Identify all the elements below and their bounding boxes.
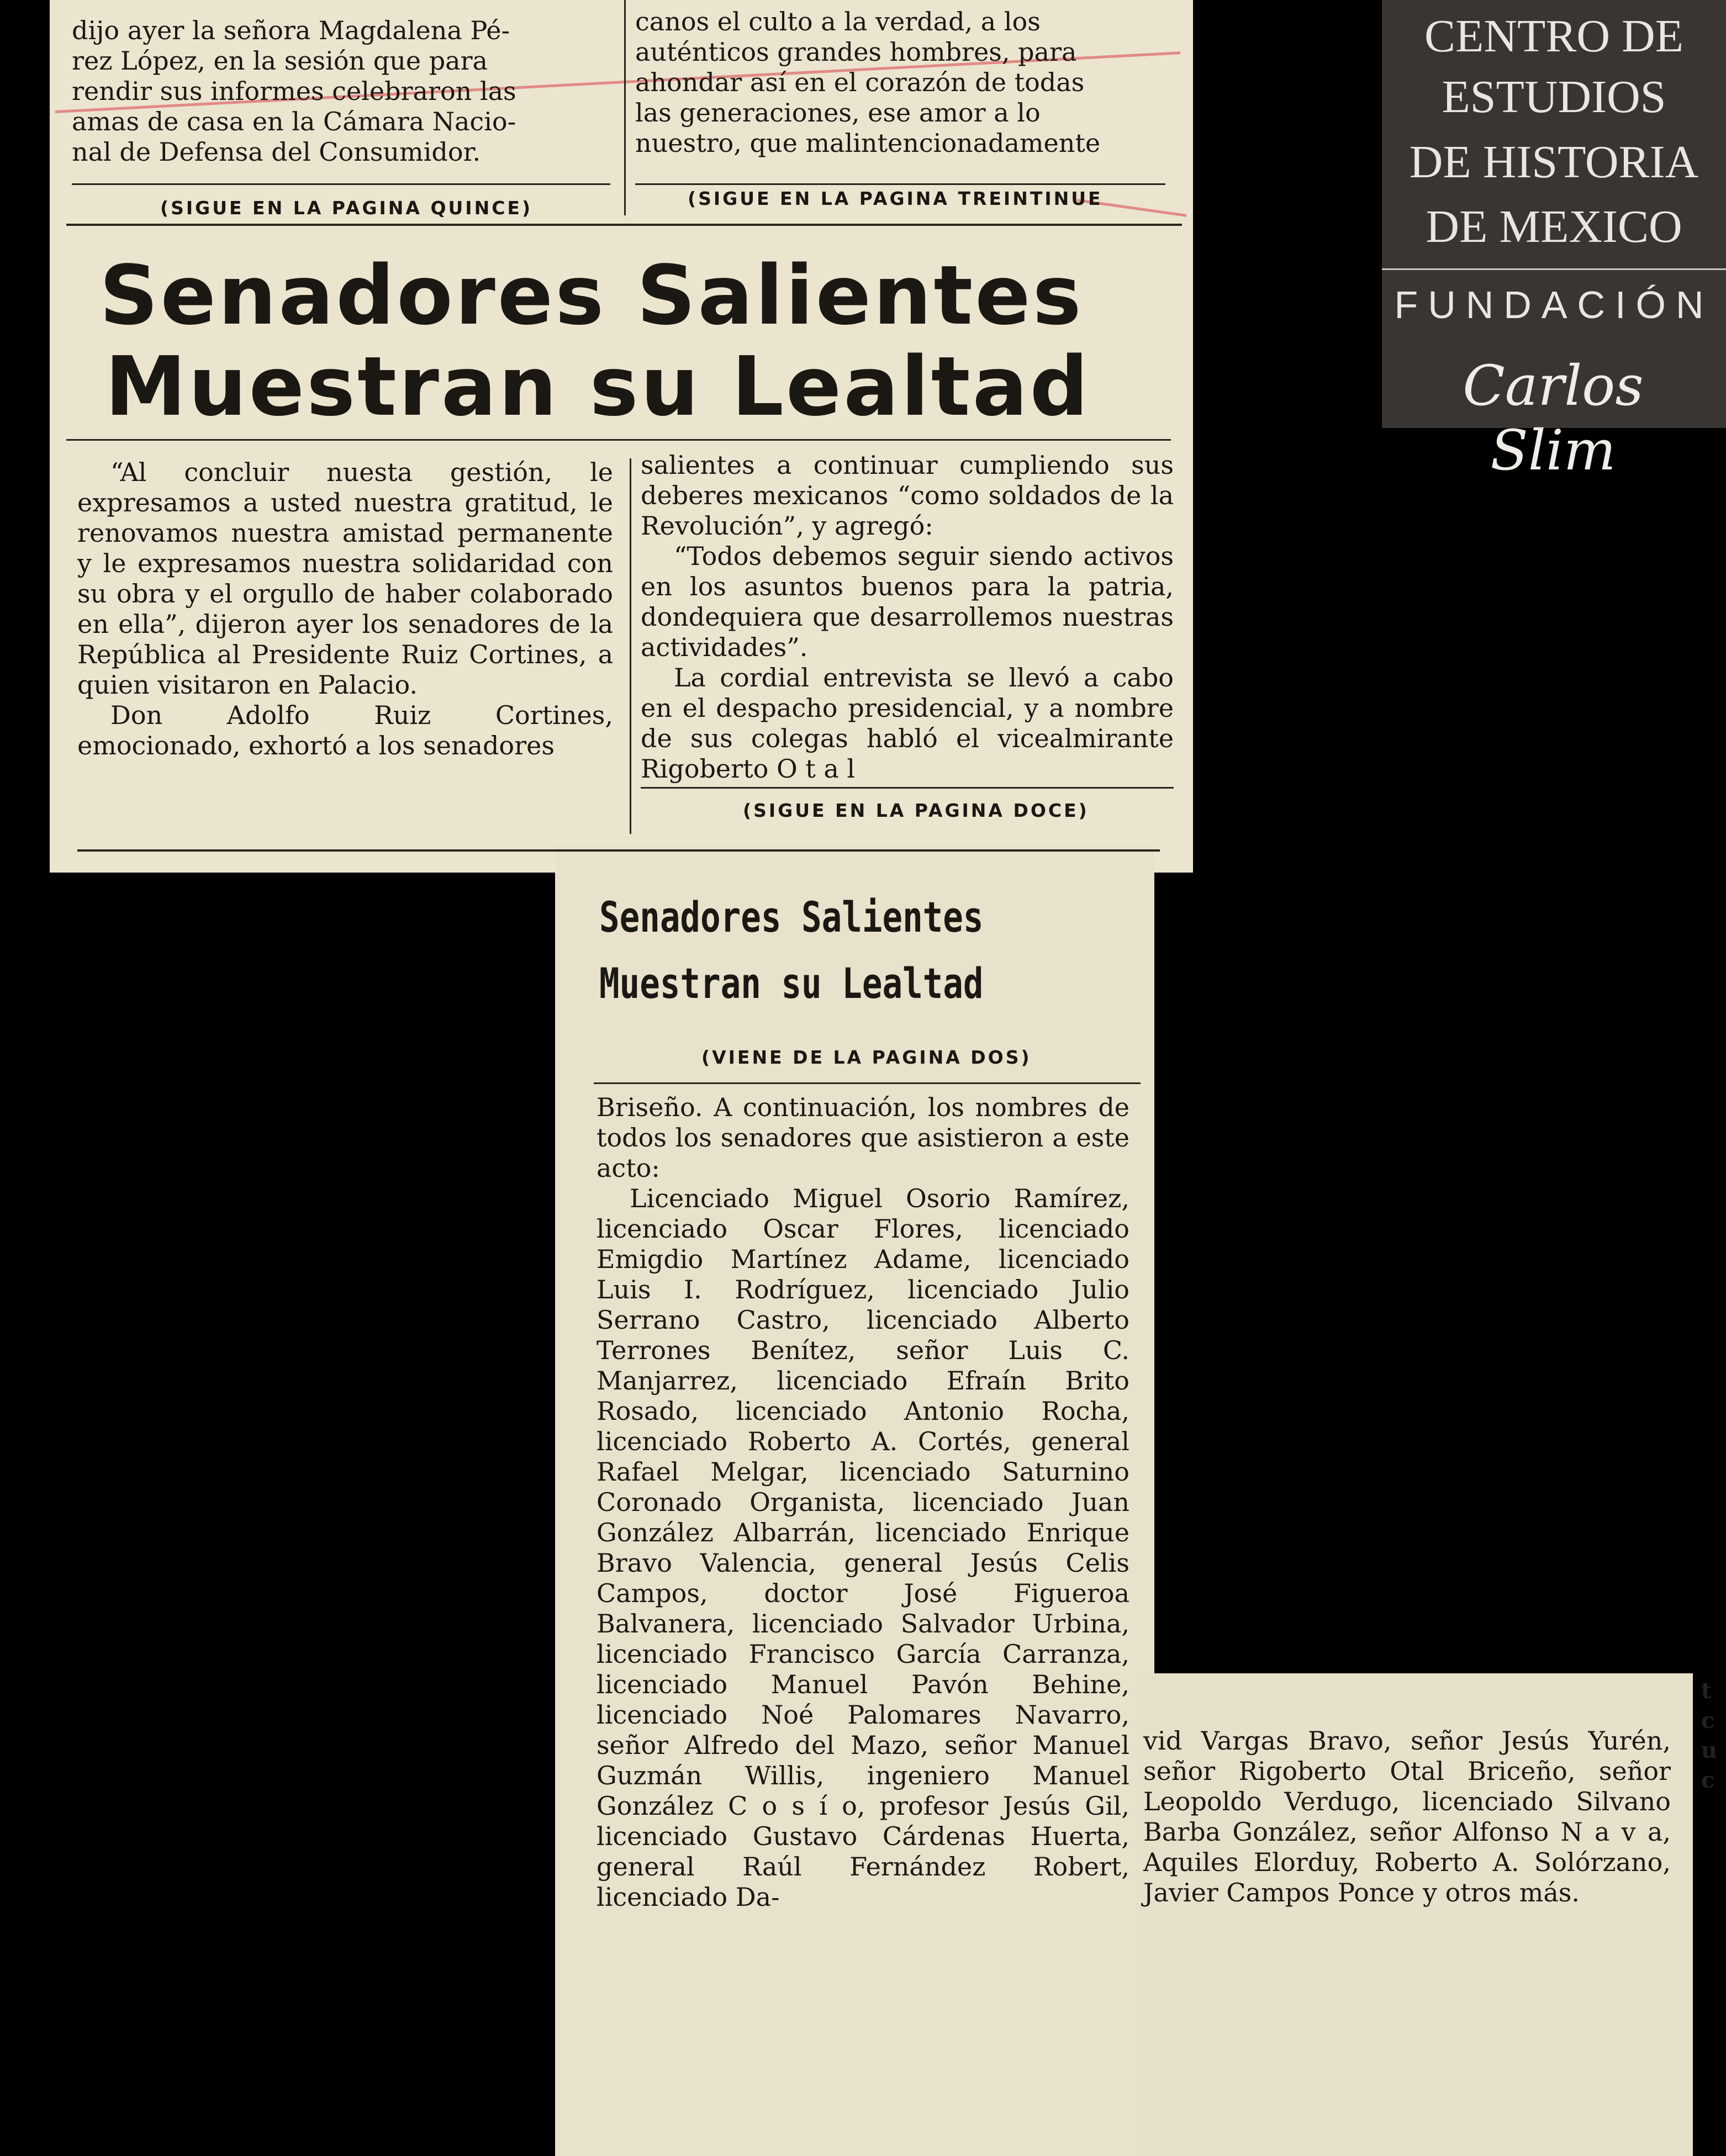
edge-fragment [1701,1676,1717,1795]
paragraph: “Todos debemos seguir siendo activos en los asuntos buenos para la patria, dondequiera que desarrollemos nuestras actividades”. [641,541,1174,662]
text-line: auténticos grandes hombres, para [635,37,1077,67]
continued-note: (SIGUE EN LA PAGINA TREINTINUE [688,188,1103,209]
rule [66,224,1182,226]
rule [77,849,1160,852]
top-left-column [72,15,610,167]
paragraph: salientes a continuar cumpliendo sus deberes mexicanos “como soldados de la Revolución”, y agregó: [641,450,1174,541]
logo-line: ESTUDIOS [1442,71,1666,123]
logo-line: DE HISTORIA [1409,136,1699,188]
column-divider [624,0,626,215]
edge-char: u [1701,1737,1718,1763]
text-line: las generaciones, ese amor a lo [635,98,1041,128]
paragraph: Licenciado Miguel Osorio Ramírez, licenciado Oscar Flores, licenciado Emigdio Martínez Adame, licenciado Luis I. Rodríguez, licenciado Julio Serrano Castro, licenciado Alberto Terrones Benítez, señor Luis C. Manjarrez, licenciado Efraín Brito Rosado, licenciado Antonio Rocha, licenciado Roberto A. Cortés, general Rafael Melgar, licenciado Saturnino Coronado Organista, licenciado Juan González Albarrán, licenciado Enrique Bravo Valencia, general Jesús Celis Campos, doctor José Figueroa Balvanera, licenciado Salvador Urbina, licenciado Francisco García Carranza, licenciado Manuel Pavón Behine, licenciado Noé Palomares Navarro, señor Alfredo del Mazo, señor Manuel Guzmán Willis, ingeniero Manuel González C o s í o, profesor Jesús Gil, licenciado Gustavo Cárdenas Huerta, general Raúl Fernández Robert, licenciado Da- [597,1183,1129,1912]
paragraph: Don Adolfo Ruiz Cortines, emocionado, exhortó a los senadores [77,700,613,760]
edge-char: c [1701,1708,1715,1734]
continuation-main-column [597,1092,1129,1912]
logo-signature: Carlos Slim [1463,353,1644,483]
top-right-column [635,7,1174,158]
column-divider [630,458,631,834]
rule [66,439,1171,441]
text-line: canos el culto a la verdad, a los [635,7,1041,36]
text-line: amas de casa en la Cámara Nacio- [72,107,516,136]
text-line: dijo ayer la señora Magdalena Pé- [72,15,510,45]
rule [72,183,610,185]
edge-char: c [1701,1767,1715,1793]
paragraph: La cordial entrevista se llevó a cabo en el despacho presidencial, y a nombre de sus colegas habló el vicealmirante Rigoberto O t a l [641,663,1174,784]
rule [594,1082,1141,1084]
text-line: rendir sus informes celebraron las [72,76,516,106]
continued-note: (SIGUE EN LA PAGINA DOCE) [743,800,1089,821]
headline-line-1: Senadores Salientes [99,248,1084,343]
logo-line: DE MEXICO [1426,201,1682,252]
continuation-headline-line-2: Muestran su Lealtad [599,959,984,1008]
paragraph: “Al concluir nuesta gestión, le expresamos a usted nuestra gratitud, le renovamos nuestra amistad permanente y le expresamos nuestra solidaridad con su obra y el orgullo de haber colaborado en ella”, dijeron ayer los senadores de la República al Presidente Ruiz Cortines, a quien visitaron en Palacio. [77,457,613,700]
continued-note: (SIGUE EN LA PAGINA QUINCE) [160,197,533,219]
article-column-1 [77,457,613,761]
rule [641,787,1174,789]
logo-line: CENTRO DE [1424,10,1683,62]
edge-char: t [1701,1678,1712,1704]
continuation-headline-line-1: Senadores Salientes [599,892,984,942]
archive-logo [1382,0,1726,483]
text-line: rez López, en la sesión que para [72,46,488,76]
rule [635,183,1165,185]
text-line: nuestro, que malintencionadamente [635,128,1101,158]
logo-fundacion: FUNDACIÓN [1394,283,1714,326]
article-column-2 [641,450,1174,784]
logo-divider [1382,268,1726,270]
text-line: ahondar así en el corazón de todas [635,67,1085,97]
paragraph: vid Vargas Bravo, señor Jesús Yurén, señor Rigoberto Otal Briceño, señor Leopoldo Verdugo, licenciado Silvano Barba González, señor Alfonso N a v a, Aquiles Elorduy, Roberto A. Solórzano, Javier Campos Ponce y otros más. [1143,1726,1671,1907]
headline-line-2: Muestran su Lealtad [105,339,1091,434]
continued-from-note: (VIENE DE LA PAGINA DOS) [701,1047,1032,1068]
text-line: nal de Defensa del Consumidor. [72,137,481,167]
paragraph: Briseño. A continuación, los nombres de todos los senadores que asistieron a este acto: [597,1092,1129,1183]
continuation-right-column [1143,1726,1671,1908]
